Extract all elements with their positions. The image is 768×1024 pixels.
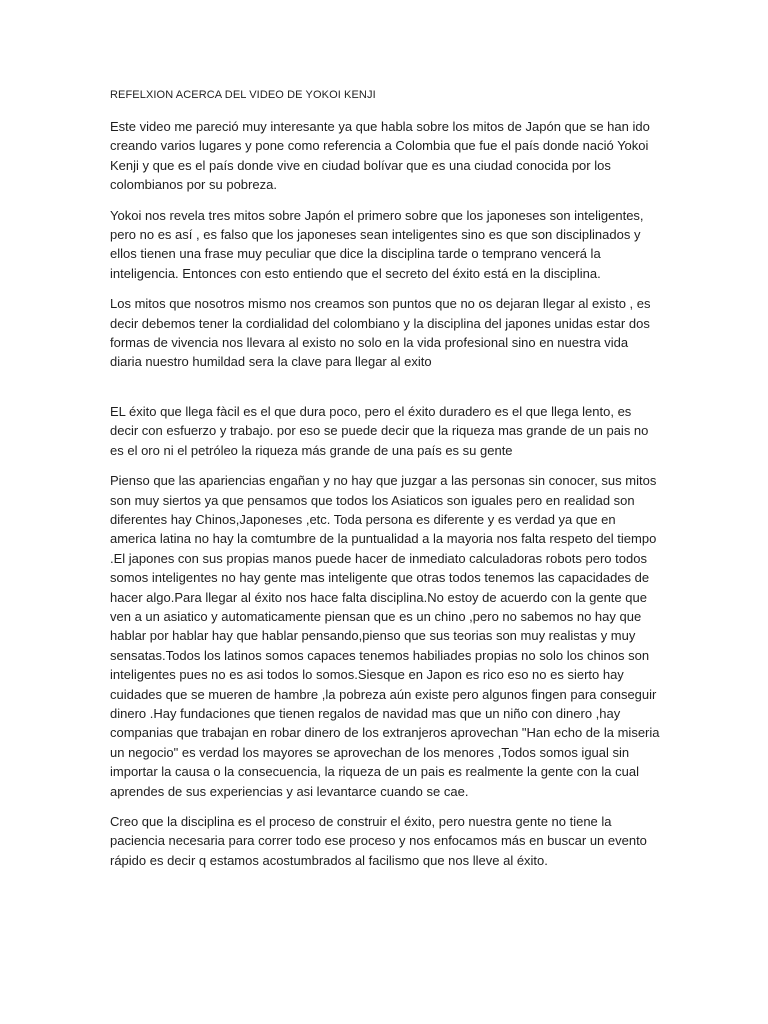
paragraph-conclusion: Creo que la disciplina es el proceso de construir el éxito, pero nuestra gente no tiene la paciencia necesaria para correr todo ese proceso y nos enfocamos más en buscar un evento rápido es decir q estamos acostumbrados al facilismo que nos lleve al éxito. <box>110 814 647 868</box>
paragraph-intro: Este video me pareció muy interesante ya que habla sobre los mitos de Japón que se han ido creando varios lugares y pone como referencia a Colombia que fue el país donde nació Yokoi Kenji y que es el país donde vive en ciudad bolívar que es una ciudad conocida por los colombianos por su pobreza. <box>110 119 650 193</box>
document-title: REFELXION ACERCA DEL VIDEO DE YOKOI KENJI <box>110 89 376 101</box>
paragraph-myths: Yokoi nos revela tres mitos sobre Japón el primero sobre que los japoneses son inteligentes, pero no es así , es falso que los japoneses sean inteligentes sino es que son disciplinados y ellos tienen una frase muy peculiar que dice la disciplina tarde o temprano vencerá la inteligencia. Entonces con esto entiendo que el secreto del éxito está en la disciplina. <box>110 207 644 281</box>
document-body <box>110 86 662 881</box>
paragraph-self-myths: Los mitos que nosotros mismo nos creamos son puntos que no os dejaran llegar al existo , es decir debemos tener la cordialidad del colombiano y la disciplina del japones unidas estar dos formas de vivencia nos llevara al existo no solo en la vida profesional sino en nuestra vida diaria nuestro humildad sera la clave para llegar al exito <box>110 296 651 370</box>
paragraph-success: EL éxito que llega fàcil es el que dura poco, pero el éxito duradero es el que llega lento, es decir con esfuerzo y trabajo. por eso se puede decir que la riqueza mas grande de un pais no es el oro ni el petróleo la riqueza más grande de una país es su gente <box>110 403 649 458</box>
paragraph-appearances: Pienso que las apariencias engañan y no hay que juzgar a las personas sin conocer, sus mitos son muy siertos ya que pensamos que todos los Asiaticos son iguales pero en realidad son diferentes hay Chinos,Japoneses ,etc. Toda persona es diferente y es verdad ya que en america latina no hay la comtumbre de la puntualidad a la mayoria nos falta respeto del tiempo .El japones con sus propias manos puede hacer de inmediato calculadoras robots pero todos somos inteligentes no hay gente mas inteligente que otras todos tenemos las capacidades de hacer algo.Para llegar al éxito nos hace falta disciplina.No estoy de acuerdo con la gente que ven a un asiatico y automaticamente piensan que es un chino ,pero no sabemos no hay que hablar por hablar hay que hablar pensando,pienso que sus teorias son muy realistas y muy sensatas.Todos los latinos somos capaces tenemos habiliades propias no solo los chinos son inteligentes pues no es asi todos lo somos.Siesque en Japon es rico eso no es sierto hay cuidades que se mueren de hambre ,la pobreza aún existe pero algunos fingen para conseguir dinero .Hay fundaciones que tienen regalos de navidad mas que un niño con dinero ,hay companias que trabajan en robar dinero de los extranjeros aprovechan "Han echo de la miseria un negocio" es verdad los mayores se aprovechan de los menores ,Todos somos igual sin importar la causa o la consecuencia, la riqueza de un pais es realmente la gente con la cual aprendes de sus experiencias y asi levantarce cuando se cae. <box>110 473 660 799</box>
blank-line <box>110 383 662 402</box>
